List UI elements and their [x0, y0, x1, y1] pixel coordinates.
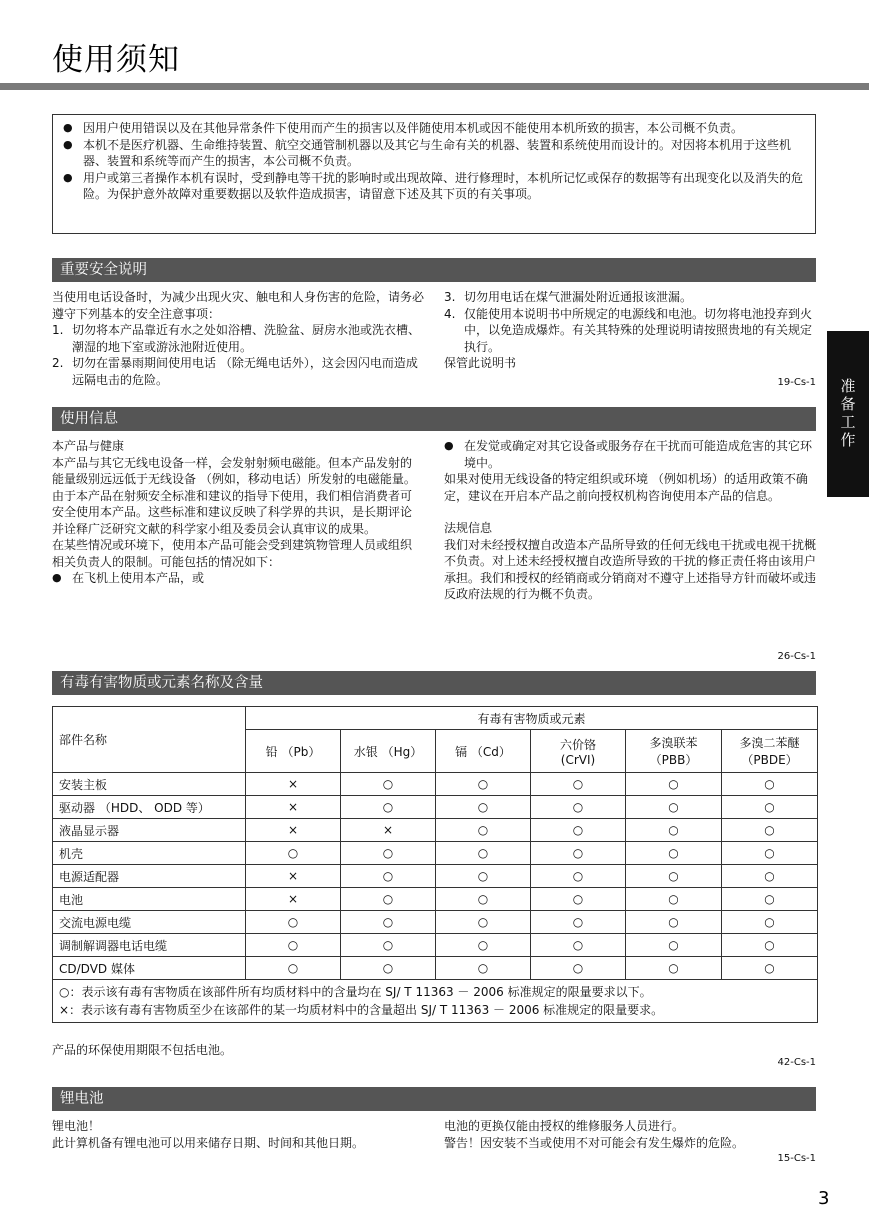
substance-cell: ○: [436, 819, 531, 842]
substance-cell: ○: [341, 773, 436, 796]
bullet-icon: ●: [63, 121, 73, 134]
part-name-cell: 驱动器 （HDD、 ODD 等）: [53, 796, 246, 819]
usage-paragraph: 由于本产品在射频安全标准和建议的指导下使用，我们相信消费者可安全使用本产品。这些标准和建议反映了科学界的共识，是长期评论并诠释广泛研究文献的科学家小组及委员会认真审议的成果。: [52, 488, 413, 536]
table-row: [53, 888, 818, 911]
substance-cell: ○: [436, 796, 531, 819]
bullet-icon: ●: [52, 571, 62, 584]
substance-cell: ○: [626, 796, 722, 819]
page-number: 3: [818, 1188, 830, 1209]
substance-cell: ○: [341, 934, 436, 957]
usage-right-column: [444, 438, 816, 603]
substance-cell: ○: [246, 957, 341, 980]
usage-paragraph: 如果对使用无线设备的特定组织或环境 （例如机场）的适用政策不确定，建议在开启本产品之前向授权机构咨询使用本产品的信息。: [444, 472, 808, 503]
substance-cell: ○: [436, 888, 531, 911]
table-row: [53, 957, 818, 980]
substance-cell: ○: [246, 934, 341, 957]
substance-cell: ○: [626, 842, 722, 865]
regulation-title: 法规信息: [444, 521, 493, 535]
substance-cell: ○: [341, 796, 436, 819]
substance-cell: ○: [341, 888, 436, 911]
column-header: 水银 （Hg）: [341, 730, 436, 773]
substance-cell: ×: [246, 796, 341, 819]
substance-cell: ○: [626, 911, 722, 934]
substance-cell: ×: [246, 819, 341, 842]
substance-cell: ○: [341, 911, 436, 934]
safety-left-column: [52, 289, 424, 388]
substance-cell: ○: [341, 865, 436, 888]
substance-cell: ○: [436, 957, 531, 980]
table-row: [53, 865, 818, 888]
substance-cell: ○: [626, 934, 722, 957]
substance-cell: ○: [722, 888, 818, 911]
lithium-right-column: [444, 1118, 818, 1151]
lithium-text: 此计算机备有锂电池可以用来储存日期、时间和其他日期。: [52, 1135, 365, 1150]
part-name-cell: 电源适配器: [53, 865, 246, 888]
lithium-left-column: [52, 1118, 410, 1151]
substance-cell: ○: [531, 934, 626, 957]
table-row: [53, 773, 818, 796]
column-header: 六价铬 (CrVI): [531, 730, 626, 773]
substance-cell: ○: [722, 796, 818, 819]
substance-group-header: 有毒有害物质或元素: [246, 707, 818, 730]
legend-row: [53, 980, 818, 1023]
safety-keep: 保管此说明书: [444, 356, 517, 370]
part-name-cell: 交流电源电缆: [53, 911, 246, 934]
legend-cross: ×：表示该有毒有害物质至少在该部件的某一均质材料中的含量超出 SJ/ T 11363 － 2006 标准规定的限量要求。: [59, 1003, 664, 1017]
substance-cell: ○: [722, 865, 818, 888]
bullet-icon: ●: [63, 137, 73, 151]
lithium-text: 电池的更换仅能由授权的维修服务人员进行。: [444, 1119, 685, 1133]
substance-cell: ○: [531, 957, 626, 980]
usage-subtitle: 本产品与健康: [52, 439, 125, 453]
legend-circle: ○：表示该有毒有害物质在该部件所有均质材料中的含量均在 SJ/ T 11363 － 2006 标准规定的限量要求以下。: [59, 985, 652, 999]
chapter-side-tab: 准 备 工 作: [827, 331, 869, 497]
substance-cell: ×: [246, 888, 341, 911]
notice-item: ● 因用户使用错误以及在其他异常条件下使用而产生的损害以及伴随使用本机或因不能使用本机所致的损害，本公司概不负责。: [63, 121, 744, 135]
substance-cell: ○: [246, 842, 341, 865]
part-name-cell: 电池: [53, 888, 246, 911]
substance-cell: ○: [531, 842, 626, 865]
substance-cell: ○: [722, 773, 818, 796]
substance-cell: ×: [246, 865, 341, 888]
hazard-footnote: 产品的环保使用期限不包括电池。: [52, 1043, 233, 1057]
substance-cell: ○: [626, 865, 722, 888]
substance-cell: ○: [436, 934, 531, 957]
section-header-lithium: 锂电池: [52, 1087, 816, 1111]
substance-cell: ○: [531, 888, 626, 911]
table-row: [53, 842, 818, 865]
part-name-cell: CD/DVD 媒体: [53, 957, 246, 980]
substance-cell: ○: [626, 957, 722, 980]
table-row: [53, 911, 818, 934]
substance-cell: ○: [531, 911, 626, 934]
bullet-icon: ●: [63, 170, 73, 184]
usage-paragraph: 在某些情况或环境下，使用本产品可能会受到建筑物管理人员或组织相关负责人的限制。可能包括的情况如下：: [52, 538, 413, 569]
substance-cell: ○: [531, 796, 626, 819]
table-row: [53, 934, 818, 957]
substance-cell: ○: [341, 957, 436, 980]
safety-item: 2. 切勿在雷暴雨期间使用电话 （除无绳电话外），这会因闪电而造成远隔电击的危险。: [52, 356, 418, 387]
notice-box: [52, 114, 816, 234]
substance-cell: ○: [626, 773, 722, 796]
substance-cell: ○: [246, 911, 341, 934]
substance-cell: ×: [246, 773, 341, 796]
column-header: 镉 （Cd）: [436, 730, 531, 773]
substance-cell: ○: [341, 842, 436, 865]
hazard-table: [52, 706, 818, 1023]
substance-cell: ○: [722, 819, 818, 842]
substance-cell: ○: [436, 842, 531, 865]
notice-item: ● 用户或第三者操作本机有误时，受到静电等干扰的影响时或出现故障、进行修理时，本机所记忆或保存的数据等有出现变化以及消失的危险。为保护意外故障对重要数据以及软件造成损害，请留意下述及其下页的有关事项。: [63, 170, 804, 201]
substance-cell: ○: [436, 911, 531, 934]
bullet-icon: ●: [444, 439, 454, 452]
substance-cell: ○: [626, 888, 722, 911]
substance-cell: ○: [722, 957, 818, 980]
part-name-cell: 液晶显示器: [53, 819, 246, 842]
safety-item: 3. 切勿用电话在煤气泄漏处附近通报该泄漏。: [444, 290, 693, 304]
regulation-text: 我们对未经授权擅自改造本产品所导致的任何无线电干扰或电视干扰概不负责。对上述未经授权擅自改造所导致的干扰的修正责任将由该用户承担。我们和授权的经销商或分销商对不遵守上述指导方针而破坏或违反政府法规的行为概不负责。: [444, 537, 817, 601]
substance-cell: ×: [341, 819, 436, 842]
part-name-cell: 调制解调器电话电缆: [53, 934, 246, 957]
part-name-cell: 安装主板: [53, 773, 246, 796]
usage-code: 26-Cs-1: [777, 651, 816, 662]
table-header-row: [53, 707, 818, 730]
part-name-header: 部件名称: [53, 707, 246, 773]
substance-cell: ○: [626, 819, 722, 842]
substance-cell: ○: [531, 773, 626, 796]
lithium-warning: 警告！因安装不当或使用不对可能会有发生爆炸的危险。: [444, 1135, 745, 1150]
table-row: [53, 796, 818, 819]
substance-cell: ○: [722, 911, 818, 934]
hazard-code: 42-Cs-1: [777, 1057, 816, 1068]
column-header: 多溴联苯 （PBB）: [626, 730, 722, 773]
usage-bullet: ● 在发觉或确定对其它设备或服务存在干扰而可能造成危害的其它环境中。: [444, 439, 813, 470]
substance-cell: ○: [531, 865, 626, 888]
lithium-title-line: 锂电池！: [52, 1119, 101, 1133]
usage-paragraph: 本产品与其它无线电设备一样，会发射射频电磁能。但本产品发射的能量级别远远低于无线设备 （例如，移动电话）所发射的电磁能量。: [52, 455, 416, 486]
section-header-usage: 使用信息: [52, 407, 816, 431]
safety-item: 4. 仅能使用本说明书中所规定的电源线和电池。切勿将电池投弃到火中，以免造成爆炸。有关其特殊的处理说明请按照贵地的有关规定执行。: [444, 306, 813, 354]
title-rule: [0, 83, 869, 90]
column-header: 多溴二苯醚 （PBDE）: [722, 730, 818, 773]
part-name-cell: 机壳: [53, 842, 246, 865]
substance-cell: ○: [531, 819, 626, 842]
safety-code: 19-Cs-1: [777, 377, 816, 388]
substance-cell: ○: [436, 865, 531, 888]
usage-left-column: [52, 438, 422, 587]
section-header-hazard: 有毒有害物质或元素名称及含量: [52, 671, 816, 695]
lithium-code: 15-Cs-1: [777, 1153, 816, 1164]
section-header-safety: 重要安全说明: [52, 258, 816, 282]
safety-right-column: [444, 289, 816, 372]
substance-cell: ○: [722, 934, 818, 957]
safety-item: 1. 切勿将本产品靠近有水之处如浴槽、洗脸盆、厨房水池或洗衣槽、潮湿的地下室或游泳池附近使用。: [52, 323, 421, 354]
column-header: 铅 （Pb）: [246, 730, 341, 773]
substance-cell: ○: [436, 773, 531, 796]
substance-cell: ○: [722, 842, 818, 865]
usage-bullet: ● 在飞机上使用本产品，或: [52, 571, 205, 585]
notice-item: ● 本机不是医疗机器、生命维持装置、航空交通管制机器以及其它与生命有关的机器、装置和系统使用而设计的。对因将本机用于这些机器、装置和系统等而产生的损害，本公司概不负责。: [63, 137, 792, 168]
safety-intro: 当使用电话设备时，为减少出现火灾、触电和人身伤害的危险，请务必遵守下列基本的安全注意事项：: [52, 290, 425, 321]
page-title: 使用须知: [52, 42, 180, 78]
table-row: [53, 819, 818, 842]
